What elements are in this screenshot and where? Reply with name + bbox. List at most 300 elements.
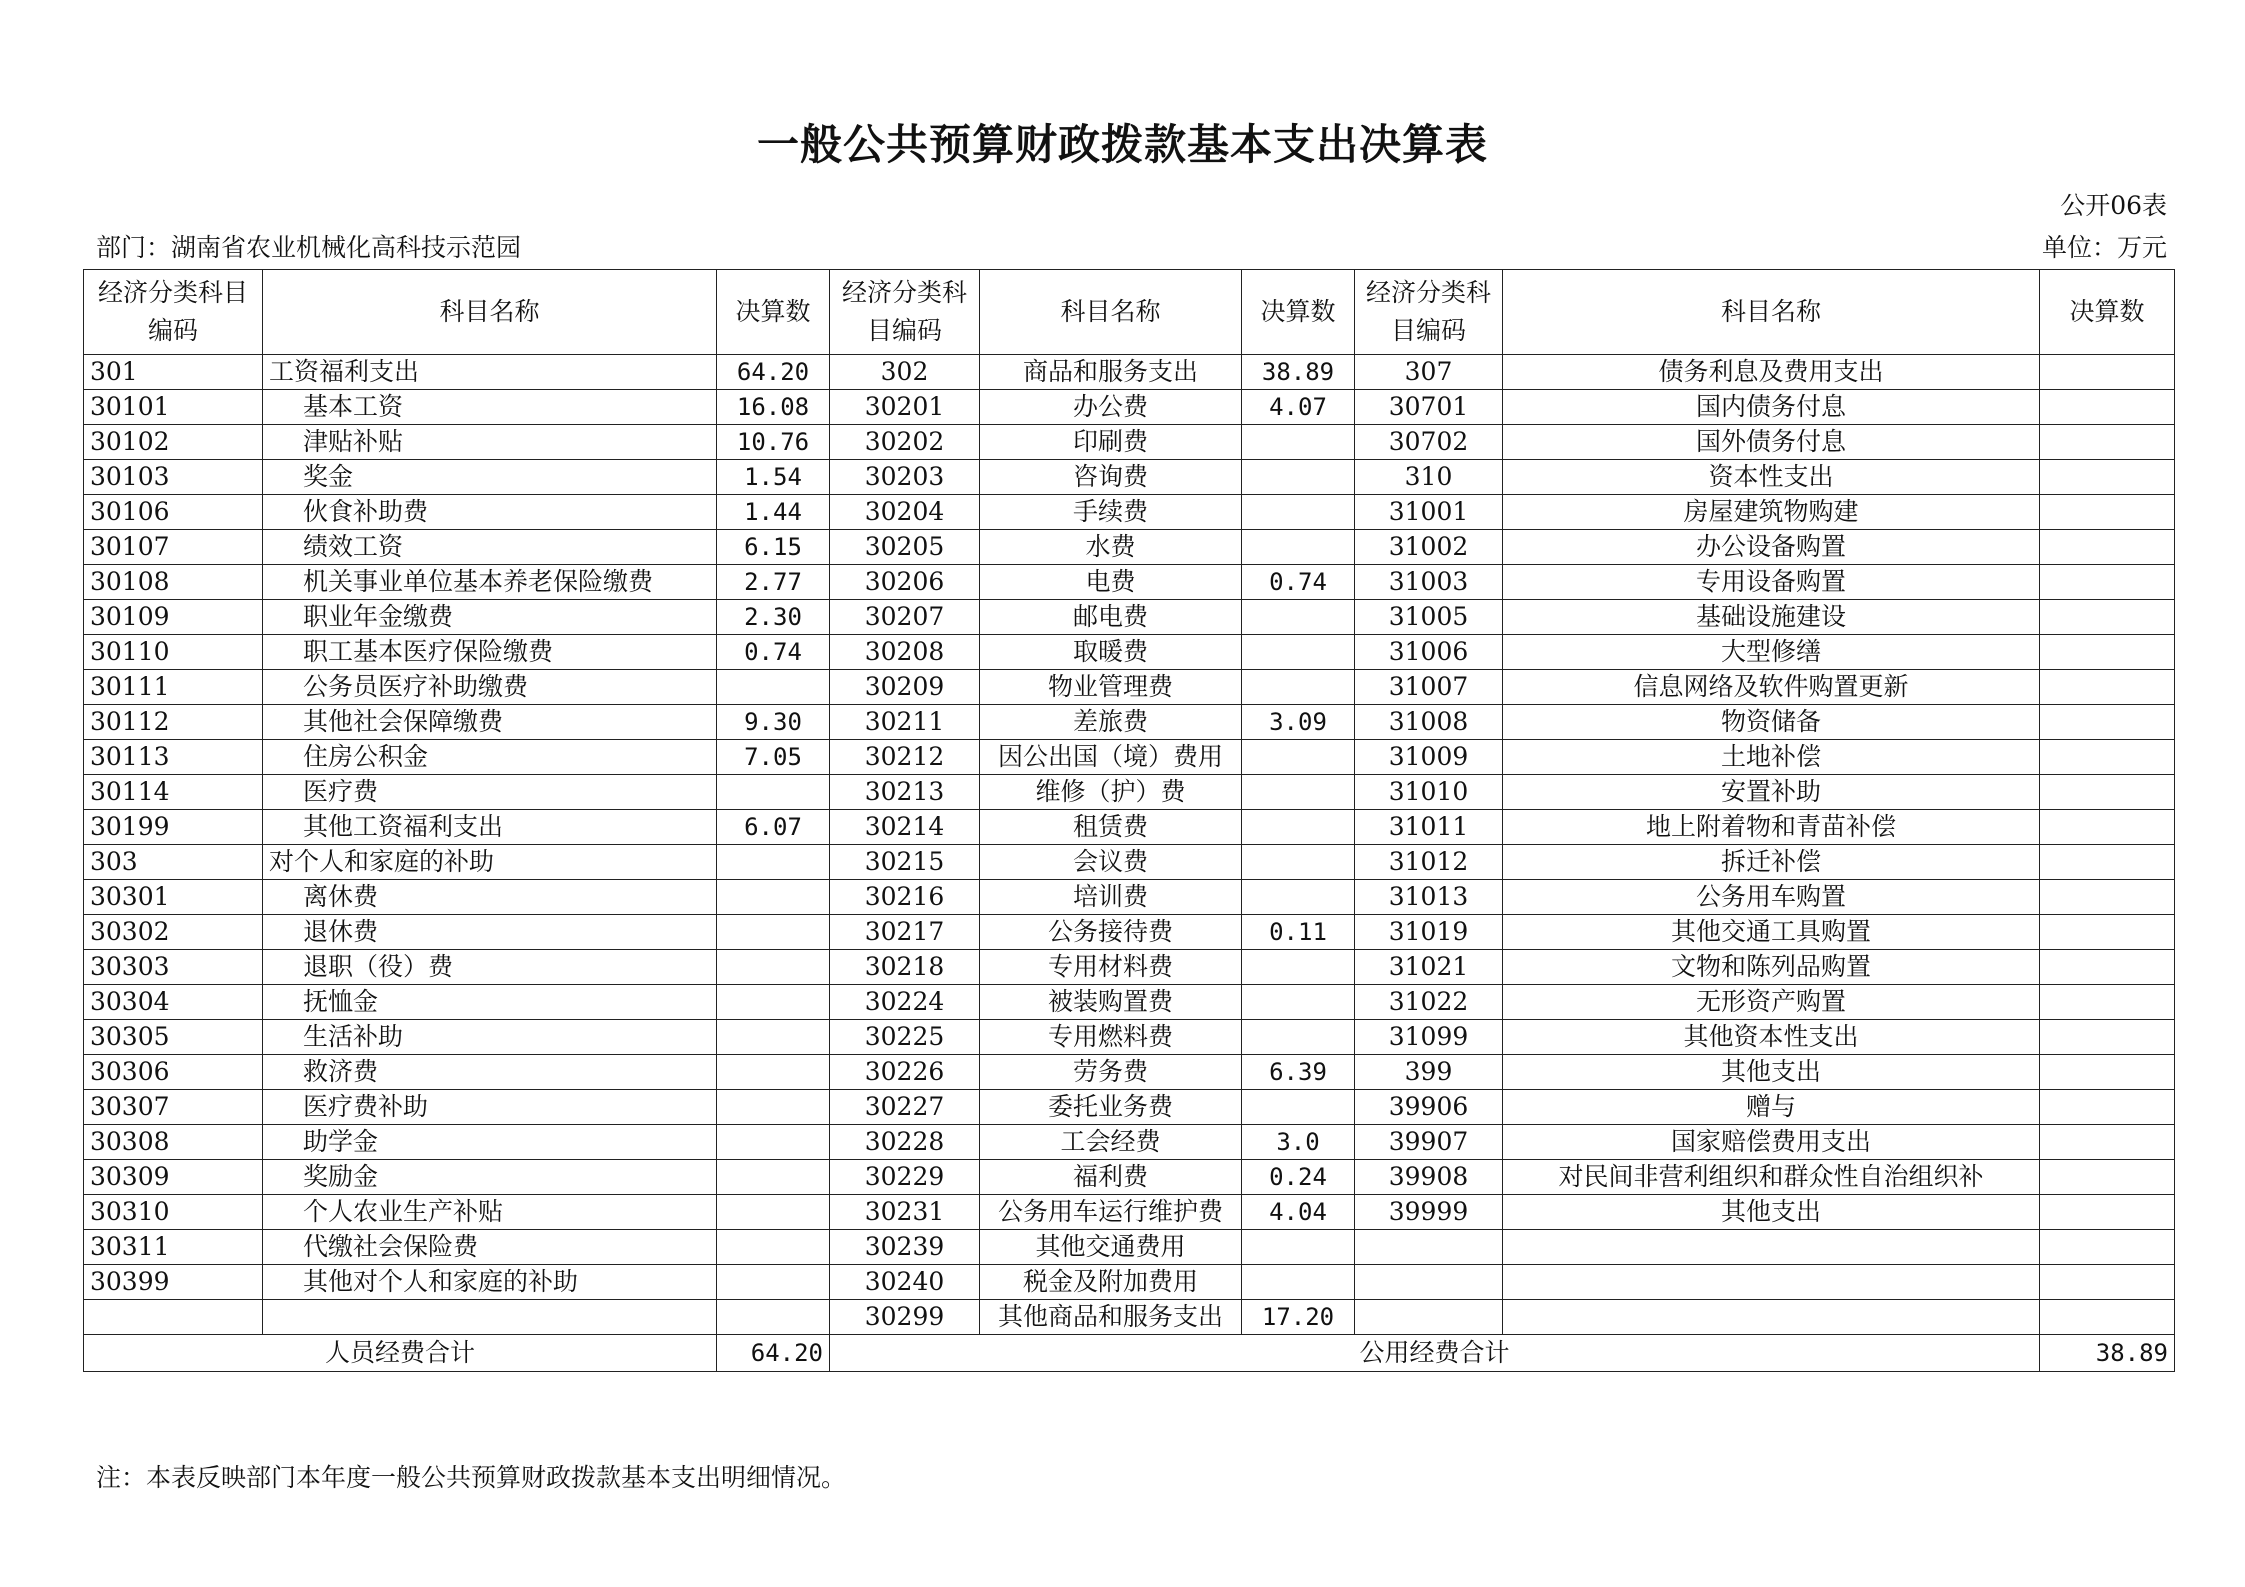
row-amount-3 — [2040, 740, 2175, 775]
row-code-2: 30202 — [830, 425, 980, 460]
table-row — [84, 670, 2175, 705]
row-amount-3 — [2040, 495, 2175, 530]
row-code-3 — [1355, 1230, 1503, 1265]
row-code-2: 30299 — [830, 1300, 980, 1335]
table-row — [84, 880, 2175, 915]
row-code-2: 30203 — [830, 460, 980, 495]
row-code-3: 31009 — [1355, 740, 1503, 775]
row-name-3: 信息网络及软件购置更新 — [1503, 670, 2040, 705]
row-amount-2: 6.39 — [1242, 1055, 1355, 1090]
row-amount-2 — [1242, 670, 1355, 705]
row-amount-1: 6.07 — [717, 810, 830, 845]
row-code-2: 30206 — [830, 565, 980, 600]
row-code-2: 30240 — [830, 1265, 980, 1300]
row-name-3: 对民间非营利组织和群众性自治组织补 — [1503, 1160, 2040, 1195]
row-code-2: 30212 — [830, 740, 980, 775]
header-name-2: 科目名称 — [980, 270, 1242, 355]
table-row — [84, 1230, 2175, 1265]
row-code-2: 30224 — [830, 985, 980, 1020]
row-name-3: 国内债务付息 — [1503, 390, 2040, 425]
row-amount-3 — [2040, 810, 2175, 845]
row-code-1: 30110 — [84, 635, 263, 670]
row-amount-3 — [2040, 390, 2175, 425]
row-amount-2 — [1242, 1020, 1355, 1055]
row-amount-3 — [2040, 950, 2175, 985]
row-code-3: 31003 — [1355, 565, 1503, 600]
row-amount-3 — [2040, 1020, 2175, 1055]
row-code-2: 30201 — [830, 390, 980, 425]
row-code-2: 30214 — [830, 810, 980, 845]
row-code-3: 31006 — [1355, 635, 1503, 670]
row-name-2: 差旅费 — [980, 705, 1242, 740]
row-name-1: 其他工资福利支出 — [263, 810, 717, 845]
row-amount-1: 10.76 — [717, 425, 830, 460]
row-code-3: 31005 — [1355, 600, 1503, 635]
row-code-3: 31021 — [1355, 950, 1503, 985]
row-code-1: 30307 — [84, 1090, 263, 1125]
header-amount-2: 决算数 — [1242, 270, 1355, 355]
row-name-1: 公务员医疗补助缴费 — [263, 670, 717, 705]
expenditure-table — [83, 269, 2175, 1372]
row-name-3: 其他交通工具购置 — [1503, 915, 2040, 950]
row-amount-2: 38.89 — [1242, 355, 1355, 390]
table-row — [84, 1195, 2175, 1230]
row-name-1: 对个人和家庭的补助 — [263, 845, 717, 880]
row-code-2: 30218 — [830, 950, 980, 985]
row-amount-2 — [1242, 460, 1355, 495]
row-code-3: 31011 — [1355, 810, 1503, 845]
row-code-1: 301 — [84, 355, 263, 390]
row-amount-2: 4.04 — [1242, 1195, 1355, 1230]
row-name-3: 公务用车购置 — [1503, 880, 2040, 915]
row-amount-3 — [2040, 565, 2175, 600]
row-name-3: 资本性支出 — [1503, 460, 2040, 495]
row-name-2: 印刷费 — [980, 425, 1242, 460]
row-amount-1 — [717, 1125, 830, 1160]
table-header-row — [84, 270, 2175, 355]
row-amount-2: 4.07 — [1242, 390, 1355, 425]
row-name-2: 委托业务费 — [980, 1090, 1242, 1125]
row-name-2: 被装购置费 — [980, 985, 1242, 1020]
row-name-2: 物业管理费 — [980, 670, 1242, 705]
row-code-1: 30109 — [84, 600, 263, 635]
row-name-3 — [1503, 1230, 2040, 1265]
row-code-3: 31022 — [1355, 985, 1503, 1020]
table-row — [84, 530, 2175, 565]
row-name-3: 国外债务付息 — [1503, 425, 2040, 460]
table-body — [84, 355, 2175, 1335]
department-label: 部门：湖南省农业机械化高科技示范园 — [96, 233, 522, 262]
row-name-2: 手续费 — [980, 495, 1242, 530]
row-code-2: 30226 — [830, 1055, 980, 1090]
row-amount-2 — [1242, 740, 1355, 775]
row-amount-1: 2.77 — [717, 565, 830, 600]
header-code-1: 经济分类科目编码 — [84, 270, 263, 355]
row-amount-1: 2.30 — [717, 600, 830, 635]
row-name-1: 离休费 — [263, 880, 717, 915]
row-code-2: 30239 — [830, 1230, 980, 1265]
row-amount-3 — [2040, 1230, 2175, 1265]
row-name-1: 工资福利支出 — [263, 355, 717, 390]
row-name-1: 医疗费 — [263, 775, 717, 810]
row-amount-3 — [2040, 915, 2175, 950]
table-row — [84, 1300, 2175, 1335]
row-name-2: 其他交通费用 — [980, 1230, 1242, 1265]
row-code-1: 30311 — [84, 1230, 263, 1265]
row-name-2: 商品和服务支出 — [980, 355, 1242, 390]
row-code-3: 39999 — [1355, 1195, 1503, 1230]
table-row — [84, 775, 2175, 810]
row-code-2: 30227 — [830, 1090, 980, 1125]
table-row — [84, 425, 2175, 460]
row-code-2: 30207 — [830, 600, 980, 635]
row-code-1: 30309 — [84, 1160, 263, 1195]
header-amount-3: 决算数 — [2040, 270, 2175, 355]
row-amount-3 — [2040, 880, 2175, 915]
row-amount-1 — [717, 1230, 830, 1265]
row-name-2: 培训费 — [980, 880, 1242, 915]
row-name-1: 机关事业单位基本养老保险缴费 — [263, 565, 717, 600]
row-name-3: 国家赔偿费用支出 — [1503, 1125, 2040, 1160]
table-row — [84, 460, 2175, 495]
row-name-3: 房屋建筑物购建 — [1503, 495, 2040, 530]
table-row — [84, 915, 2175, 950]
table-row — [84, 985, 2175, 1020]
header-amount-1: 决算数 — [717, 270, 830, 355]
row-code-1: 30305 — [84, 1020, 263, 1055]
row-code-3: 31019 — [1355, 915, 1503, 950]
row-code-3 — [1355, 1300, 1503, 1335]
table-row — [84, 390, 2175, 425]
row-amount-2: 0.74 — [1242, 565, 1355, 600]
row-amount-2 — [1242, 530, 1355, 565]
table-row — [84, 1090, 2175, 1125]
row-code-3: 39907 — [1355, 1125, 1503, 1160]
row-code-3: 31008 — [1355, 705, 1503, 740]
row-name-2: 福利费 — [980, 1160, 1242, 1195]
row-amount-1 — [717, 1300, 830, 1335]
row-code-2: 30205 — [830, 530, 980, 565]
row-name-2: 公务用车运行维护费 — [980, 1195, 1242, 1230]
row-code-1: 30308 — [84, 1125, 263, 1160]
header-name-3: 科目名称 — [1503, 270, 2040, 355]
row-amount-1: 9.30 — [717, 705, 830, 740]
row-name-1: 代缴社会保险费 — [263, 1230, 717, 1265]
row-code-2: 30204 — [830, 495, 980, 530]
row-name-3 — [1503, 1300, 2040, 1335]
table-row — [84, 705, 2175, 740]
row-code-1 — [84, 1300, 263, 1335]
row-name-3: 文物和陈列品购置 — [1503, 950, 2040, 985]
row-code-3 — [1355, 1265, 1503, 1300]
row-amount-2 — [1242, 880, 1355, 915]
row-name-2: 租赁费 — [980, 810, 1242, 845]
row-name-2: 专用燃料费 — [980, 1020, 1242, 1055]
row-name-2: 水费 — [980, 530, 1242, 565]
table-row — [84, 1125, 2175, 1160]
row-amount-2 — [1242, 985, 1355, 1020]
row-name-1: 其他对个人和家庭的补助 — [263, 1265, 717, 1300]
row-name-2: 工会经费 — [980, 1125, 1242, 1160]
row-code-1: 30310 — [84, 1195, 263, 1230]
row-amount-2 — [1242, 600, 1355, 635]
row-code-1: 30199 — [84, 810, 263, 845]
personnel-total-value: 64.20 — [717, 1335, 830, 1372]
header-code-3: 经济分类科目编码 — [1355, 270, 1503, 355]
row-amount-1 — [717, 1160, 830, 1195]
row-code-3: 31013 — [1355, 880, 1503, 915]
row-name-2: 劳务费 — [980, 1055, 1242, 1090]
row-name-2: 其他商品和服务支出 — [980, 1300, 1242, 1335]
row-amount-2: 3.0 — [1242, 1125, 1355, 1160]
row-code-2: 302 — [830, 355, 980, 390]
row-amount-1: 0.74 — [717, 635, 830, 670]
row-amount-1: 7.05 — [717, 740, 830, 775]
row-amount-2 — [1242, 495, 1355, 530]
row-name-2: 取暖费 — [980, 635, 1242, 670]
table-row — [84, 1265, 2175, 1300]
personnel-total-label: 人员经费合计 — [84, 1335, 717, 1372]
row-amount-1 — [717, 845, 830, 880]
row-amount-1: 1.44 — [717, 495, 830, 530]
row-amount-3 — [2040, 985, 2175, 1020]
row-name-2: 邮电费 — [980, 600, 1242, 635]
row-name-3: 其他资本性支出 — [1503, 1020, 2040, 1055]
row-name-3: 办公设备购置 — [1503, 530, 2040, 565]
row-amount-3 — [2040, 1125, 2175, 1160]
row-name-3: 专用设备购置 — [1503, 565, 2040, 600]
table-row — [84, 845, 2175, 880]
row-code-2: 30225 — [830, 1020, 980, 1055]
row-code-2: 30228 — [830, 1125, 980, 1160]
row-code-3: 310 — [1355, 460, 1503, 495]
row-amount-2: 3.09 — [1242, 705, 1355, 740]
row-amount-2 — [1242, 1265, 1355, 1300]
row-code-2: 30215 — [830, 845, 980, 880]
row-code-2: 30209 — [830, 670, 980, 705]
unit-label: 单位：万元 — [2041, 233, 2167, 262]
row-name-1: 抚恤金 — [263, 985, 717, 1020]
row-amount-2 — [1242, 845, 1355, 880]
row-code-1: 30112 — [84, 705, 263, 740]
row-name-1: 基本工资 — [263, 390, 717, 425]
row-name-3: 其他支出 — [1503, 1055, 2040, 1090]
row-code-3: 31002 — [1355, 530, 1503, 565]
row-code-1: 30102 — [84, 425, 263, 460]
row-name-1: 绩效工资 — [263, 530, 717, 565]
row-amount-3 — [2040, 845, 2175, 880]
row-code-1: 30106 — [84, 495, 263, 530]
table-row — [84, 565, 2175, 600]
row-name-1: 住房公积金 — [263, 740, 717, 775]
row-name-1: 救济费 — [263, 1055, 717, 1090]
row-name-3: 赠与 — [1503, 1090, 2040, 1125]
row-amount-2: 17.20 — [1242, 1300, 1355, 1335]
table-row — [84, 810, 2175, 845]
row-amount-1 — [717, 880, 830, 915]
row-amount-3 — [2040, 460, 2175, 495]
row-name-3: 大型修缮 — [1503, 635, 2040, 670]
row-amount-1 — [717, 1055, 830, 1090]
table-row — [84, 635, 2175, 670]
public-total-label: 公用经费合计 — [830, 1335, 2040, 1372]
row-amount-1: 64.20 — [717, 355, 830, 390]
header-code-2: 经济分类科目编码 — [830, 270, 980, 355]
row-name-1: 个人农业生产补贴 — [263, 1195, 717, 1230]
row-name-2: 公务接待费 — [980, 915, 1242, 950]
row-amount-1 — [717, 915, 830, 950]
row-amount-3 — [2040, 355, 2175, 390]
row-code-2: 30231 — [830, 1195, 980, 1230]
row-name-1: 医疗费补助 — [263, 1090, 717, 1125]
table-row — [84, 355, 2175, 390]
row-name-1: 奖金 — [263, 460, 717, 495]
row-amount-3 — [2040, 1160, 2175, 1195]
table-row — [84, 600, 2175, 635]
row-amount-3 — [2040, 425, 2175, 460]
row-name-2: 电费 — [980, 565, 1242, 600]
table-row — [84, 740, 2175, 775]
row-code-1: 30303 — [84, 950, 263, 985]
row-name-3: 地上附着物和青苗补偿 — [1503, 810, 2040, 845]
row-code-2: 30229 — [830, 1160, 980, 1195]
row-code-3: 31012 — [1355, 845, 1503, 880]
row-code-3: 31001 — [1355, 495, 1503, 530]
row-amount-1: 6.15 — [717, 530, 830, 565]
totals-row — [84, 1335, 2175, 1372]
row-amount-2: 0.24 — [1242, 1160, 1355, 1195]
row-code-3: 399 — [1355, 1055, 1503, 1090]
row-amount-3 — [2040, 600, 2175, 635]
row-name-1: 职工基本医疗保险缴费 — [263, 635, 717, 670]
row-code-3: 39906 — [1355, 1090, 1503, 1125]
row-name-3: 土地补偿 — [1503, 740, 2040, 775]
row-name-1: 生活补助 — [263, 1020, 717, 1055]
table-row — [84, 950, 2175, 985]
row-code-2: 30208 — [830, 635, 980, 670]
row-amount-3 — [2040, 670, 2175, 705]
row-code-1: 30107 — [84, 530, 263, 565]
row-code-1: 30103 — [84, 460, 263, 495]
row-amount-3 — [2040, 705, 2175, 740]
public-total-value: 38.89 — [2040, 1335, 2175, 1372]
row-amount-1 — [717, 985, 830, 1020]
row-name-1: 助学金 — [263, 1125, 717, 1160]
row-code-1: 30304 — [84, 985, 263, 1020]
row-code-1: 30113 — [84, 740, 263, 775]
row-amount-2 — [1242, 1090, 1355, 1125]
row-name-1: 津贴补贴 — [263, 425, 717, 460]
row-name-3: 其他支出 — [1503, 1195, 2040, 1230]
row-code-3: 31099 — [1355, 1020, 1503, 1055]
table-row — [84, 1160, 2175, 1195]
row-name-2: 维修（护）费 — [980, 775, 1242, 810]
row-name-3 — [1503, 1265, 2040, 1300]
row-code-1: 30302 — [84, 915, 263, 950]
row-code-1: 30399 — [84, 1265, 263, 1300]
page-title: 一般公共预算财政拨款基本支出决算表 — [756, 120, 1488, 169]
form-number: 公开06表 — [2060, 191, 2167, 220]
row-code-2: 30211 — [830, 705, 980, 740]
row-amount-1: 16.08 — [717, 390, 830, 425]
row-amount-3 — [2040, 1055, 2175, 1090]
row-name-2: 会议费 — [980, 845, 1242, 880]
row-amount-1 — [717, 1020, 830, 1055]
row-name-2: 因公出国（境）费用 — [980, 740, 1242, 775]
row-code-1: 30114 — [84, 775, 263, 810]
row-code-1: 303 — [84, 845, 263, 880]
row-name-2: 咨询费 — [980, 460, 1242, 495]
row-amount-3 — [2040, 530, 2175, 565]
row-amount-2 — [1242, 775, 1355, 810]
row-code-1: 30108 — [84, 565, 263, 600]
row-name-1: 伙食补助费 — [263, 495, 717, 530]
row-name-1: 退职（役）费 — [263, 950, 717, 985]
row-amount-2 — [1242, 950, 1355, 985]
row-amount-1 — [717, 670, 830, 705]
row-amount-1: 1.54 — [717, 460, 830, 495]
row-code-3: 30701 — [1355, 390, 1503, 425]
row-code-1: 30101 — [84, 390, 263, 425]
row-code-1: 30301 — [84, 880, 263, 915]
row-amount-3 — [2040, 775, 2175, 810]
table-row — [84, 1020, 2175, 1055]
header-name-1: 科目名称 — [263, 270, 717, 355]
row-name-3: 安置补助 — [1503, 775, 2040, 810]
row-code-2: 30216 — [830, 880, 980, 915]
row-amount-1 — [717, 950, 830, 985]
row-code-3: 31007 — [1355, 670, 1503, 705]
row-name-1: 职业年金缴费 — [263, 600, 717, 635]
row-amount-2 — [1242, 635, 1355, 670]
row-amount-1 — [717, 775, 830, 810]
row-code-3: 307 — [1355, 355, 1503, 390]
row-name-2: 专用材料费 — [980, 950, 1242, 985]
row-code-1: 30306 — [84, 1055, 263, 1090]
row-code-2: 30213 — [830, 775, 980, 810]
row-amount-1 — [717, 1195, 830, 1230]
row-amount-2 — [1242, 810, 1355, 845]
row-code-3: 30702 — [1355, 425, 1503, 460]
row-amount-3 — [2040, 1300, 2175, 1335]
table-row — [84, 1055, 2175, 1090]
row-name-3: 基础设施建设 — [1503, 600, 2040, 635]
row-name-2: 办公费 — [980, 390, 1242, 425]
row-name-3: 拆迁补偿 — [1503, 845, 2040, 880]
table-row — [84, 495, 2175, 530]
row-name-1: 退休费 — [263, 915, 717, 950]
row-name-2: 税金及附加费用 — [980, 1265, 1242, 1300]
row-amount-1 — [717, 1090, 830, 1125]
row-amount-3 — [2040, 1265, 2175, 1300]
row-name-1: 奖励金 — [263, 1160, 717, 1195]
footnote: 注：本表反映部门本年度一般公共预算财政拨款基本支出明细情况。 — [96, 1463, 847, 1492]
row-amount-2: 0.11 — [1242, 915, 1355, 950]
row-name-3: 物资储备 — [1503, 705, 2040, 740]
row-name-3: 债务利息及费用支出 — [1503, 355, 2040, 390]
row-amount-2 — [1242, 1230, 1355, 1265]
row-code-3: 31010 — [1355, 775, 1503, 810]
row-amount-2 — [1242, 425, 1355, 460]
row-name-3: 无形资产购置 — [1503, 985, 2040, 1020]
row-code-3: 39908 — [1355, 1160, 1503, 1195]
row-amount-3 — [2040, 1195, 2175, 1230]
row-code-2: 30217 — [830, 915, 980, 950]
row-amount-3 — [2040, 635, 2175, 670]
row-amount-3 — [2040, 1090, 2175, 1125]
row-name-1 — [263, 1300, 717, 1335]
row-name-1: 其他社会保障缴费 — [263, 705, 717, 740]
